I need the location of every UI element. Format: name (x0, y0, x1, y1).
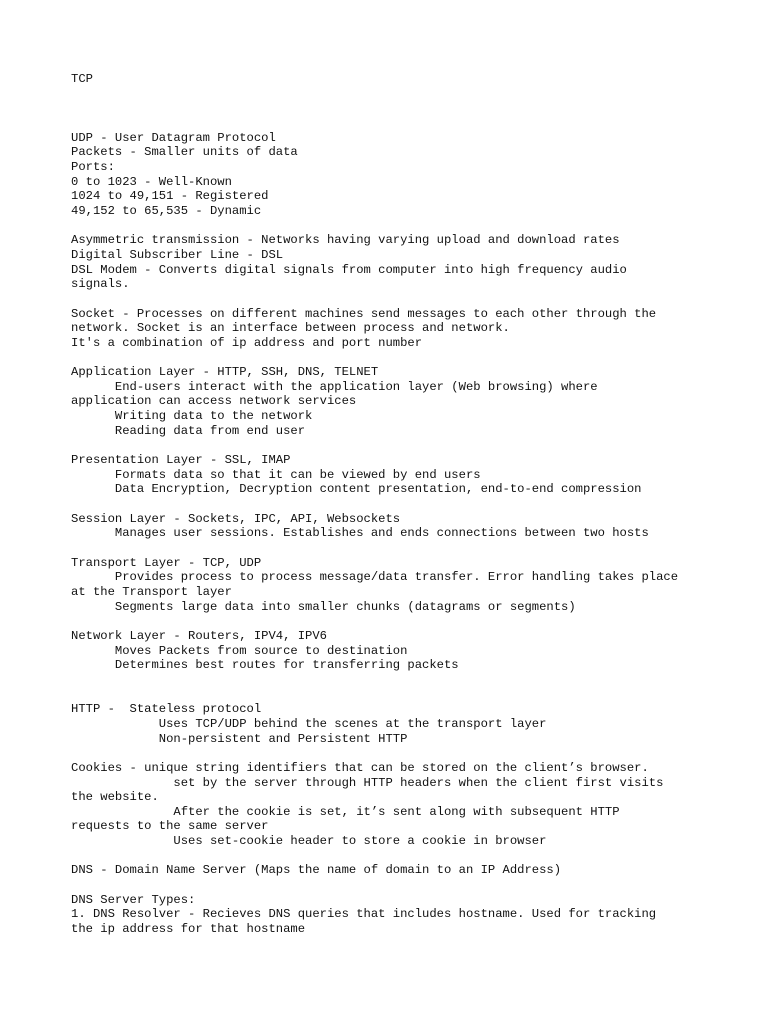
text-line: Packets - Smaller units of data (71, 145, 298, 160)
text-line: 1024 to 49,151 - Registered (71, 189, 269, 204)
text-line: requests to the same server (71, 819, 269, 834)
text-line: Data Encryption, Decryption content presentation, end-to-end compression (71, 482, 642, 497)
text-line (71, 688, 711, 703)
text-line: Uses set-cookie header to store a cookie in browser (71, 834, 547, 849)
document-body (71, 72, 711, 937)
text-line: the ip address for that hostname (71, 922, 306, 937)
text-line: the website. (71, 790, 159, 805)
text-line (71, 673, 711, 688)
text-line: Moves Packets from source to destination (71, 643, 408, 658)
text-line: DSL Modem - Converts digital signals from computer into high frequency audio (71, 262, 627, 277)
text-line: 1. DNS Resolver - Recieves DNS queries that includes hostname. Used for tracking (71, 907, 657, 922)
text-line: Ports: (71, 159, 115, 174)
text-line: DNS Server Types: (71, 892, 196, 907)
text-line: HTTP - Stateless protocol (71, 702, 262, 717)
text-line: set by the server through HTTP headers when the client first visits (71, 775, 664, 790)
text-line (71, 849, 711, 864)
text-line: Provides process to process message/data transfer. Error handling takes place (71, 570, 679, 585)
text-line: Writing data to the network (71, 409, 313, 424)
text-line: Session Layer - Sockets, IPC, API, Websockets (71, 511, 401, 526)
text-line: Presentation Layer - SSL, IMAP (71, 453, 291, 468)
text-line: TCP (71, 72, 93, 86)
text-line: Determines best routes for transferring packets (71, 658, 459, 673)
text-line: Formats data so that it can be viewed by end users (71, 467, 481, 482)
text-line: DNS - Domain Name Server (Maps the name of domain to an IP Address) (71, 863, 562, 878)
text-line (71, 497, 711, 512)
text-line (71, 87, 711, 102)
text-line: After the cookie is set, it’s sent along with subsequent HTTP (71, 804, 620, 819)
text-line: End-users interact with the application layer (Web browsing) where (71, 379, 598, 394)
text-line: 49,152 to 65,535 - Dynamic (71, 203, 262, 218)
text-line: Reading data from end user (71, 423, 306, 438)
text-line: Transport Layer - TCP, UDP (71, 555, 262, 570)
text-line: Non-persistent and Persistent HTTP (71, 731, 408, 746)
text-line: Socket - Processes on different machines send messages to each other through the (71, 306, 657, 321)
text-line: signals. (71, 277, 130, 292)
text-line (71, 350, 711, 365)
text-line (71, 438, 711, 453)
text-line: Application Layer - HTTP, SSH, DNS, TELNET (71, 365, 379, 380)
text-line: It's a combination of ip address and port number (71, 335, 423, 350)
text-line: network. Socket is an interface between process and network. (71, 321, 510, 336)
text-line (71, 878, 711, 893)
text-line: Segments large data into smaller chunks (datagrams or segments) (71, 599, 576, 614)
text-line: Asymmetric transmission - Networks having varying upload and download rates (71, 233, 620, 248)
text-line: Manages user sessions. Establishes and ends connections between two hosts (71, 526, 649, 541)
text-line: at the Transport layer (71, 584, 232, 599)
text-line (71, 614, 711, 629)
text-line (71, 746, 711, 761)
text-line: Digital Subscriber Line - DSL (71, 247, 284, 262)
text-line (71, 292, 711, 307)
text-line (71, 101, 711, 116)
text-line (71, 116, 711, 131)
text-line: Network Layer - Routers, IPV4, IPV6 (71, 628, 327, 643)
text-line: Cookies - unique string identifiers that can be stored on the client’s browser. (71, 760, 649, 775)
text-line: UDP - User Datagram Protocol (71, 130, 276, 145)
text-line (71, 541, 711, 556)
text-line: application can access network services (71, 394, 357, 409)
text-line: 0 to 1023 - Well-Known (71, 174, 232, 189)
text-line: Uses TCP/UDP behind the scenes at the transport layer (71, 716, 547, 731)
text-line (71, 219, 711, 234)
